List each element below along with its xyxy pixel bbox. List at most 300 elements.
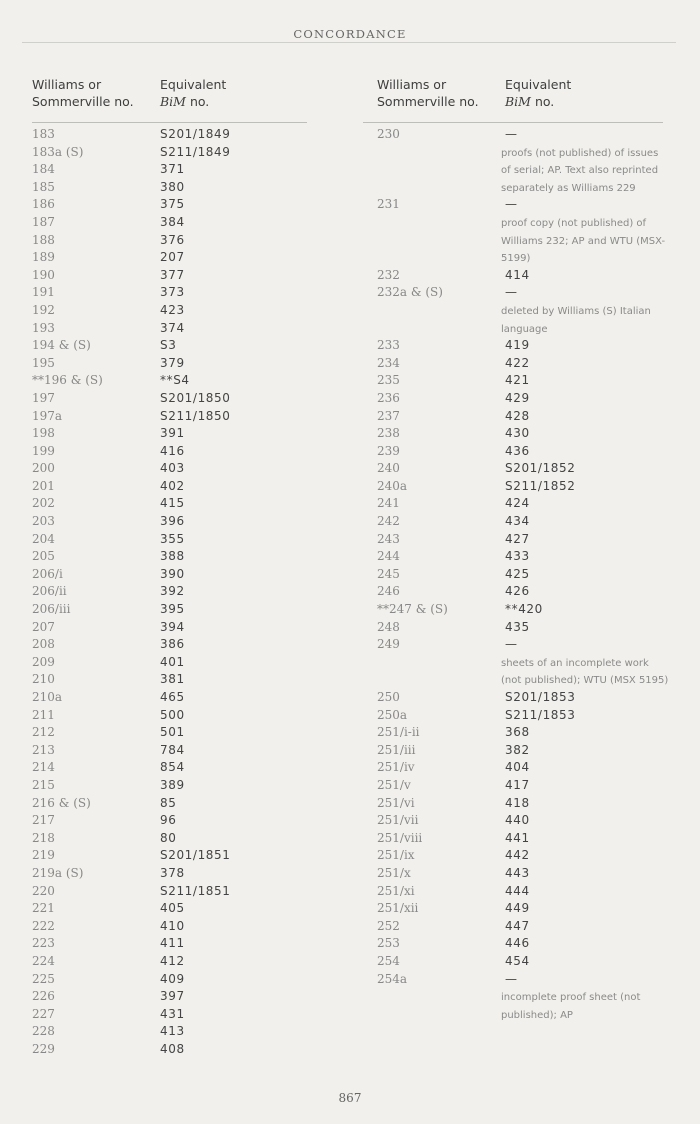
bim-no: S201/1853 bbox=[505, 690, 576, 704]
header-italic: BiM bbox=[160, 94, 186, 109]
concordance-row bbox=[377, 884, 677, 902]
williams-no: 220 bbox=[32, 883, 55, 898]
williams-no: 228 bbox=[32, 1024, 55, 1039]
bim-no: 440 bbox=[505, 813, 530, 828]
concordance-row bbox=[32, 426, 332, 444]
williams-no: 219 bbox=[32, 848, 55, 863]
right-entries bbox=[377, 127, 677, 1024]
concordance-row bbox=[32, 602, 332, 620]
bim-no: 96 bbox=[160, 813, 177, 828]
williams-no: 238 bbox=[377, 426, 400, 441]
bim-no-header bbox=[505, 76, 675, 110]
bim-no: 421 bbox=[505, 373, 530, 388]
concordance-row bbox=[32, 391, 332, 409]
bim-no: 428 bbox=[505, 408, 530, 423]
bim-no: **S4 bbox=[160, 373, 190, 388]
concordance-row bbox=[32, 954, 332, 972]
concordance-row bbox=[377, 848, 677, 866]
bim-no: 409 bbox=[160, 971, 185, 986]
bim-no: S201/1850 bbox=[160, 390, 231, 405]
williams-no: 209 bbox=[32, 654, 55, 669]
bim-no: 380 bbox=[160, 179, 185, 194]
concordance-row bbox=[32, 549, 332, 567]
bim-no: — bbox=[505, 285, 518, 300]
williams-no: 245 bbox=[377, 566, 400, 581]
concordance-row bbox=[32, 145, 332, 163]
williams-no: 221 bbox=[32, 901, 55, 916]
bim-no: 80 bbox=[160, 830, 177, 845]
bim-no: 465 bbox=[160, 690, 185, 704]
williams-no: 198 bbox=[32, 426, 55, 441]
concordance-row bbox=[32, 444, 332, 462]
concordance-row bbox=[377, 356, 677, 374]
bim-no: 379 bbox=[160, 355, 185, 370]
bim-no: 355 bbox=[160, 531, 185, 546]
williams-no: 225 bbox=[32, 971, 55, 986]
bim-no: 374 bbox=[160, 320, 185, 335]
concordance-row bbox=[377, 461, 677, 479]
bim-no: 434 bbox=[505, 514, 530, 529]
williams-no: 241 bbox=[377, 496, 400, 511]
concordance-row bbox=[32, 461, 332, 479]
williams-no: 197 bbox=[32, 390, 55, 405]
concordance-row bbox=[377, 620, 677, 638]
concordance-row bbox=[32, 584, 332, 602]
williams-no: 254 bbox=[377, 953, 400, 968]
bim-no: 85 bbox=[160, 795, 177, 810]
williams-no: 243 bbox=[377, 531, 400, 546]
bim-no: S201/1852 bbox=[505, 461, 576, 476]
williams-no: 251/ix bbox=[377, 848, 415, 863]
bim-no-header bbox=[160, 76, 330, 110]
header-rule bbox=[22, 42, 676, 43]
page-number: 867 bbox=[338, 1091, 362, 1105]
bim-no: 431 bbox=[160, 1006, 185, 1021]
concordance-row bbox=[377, 725, 677, 743]
williams-no: 254a bbox=[377, 971, 408, 986]
concordance-row bbox=[377, 479, 677, 497]
bim-no: **420 bbox=[505, 602, 543, 617]
williams-no: 206/ii bbox=[32, 584, 67, 599]
bim-no: 386 bbox=[160, 637, 185, 652]
concordance-row bbox=[32, 532, 332, 550]
williams-no: 218 bbox=[32, 830, 55, 845]
concordance-row bbox=[377, 708, 677, 726]
bim-no: 397 bbox=[160, 989, 185, 1004]
williams-no: 253 bbox=[377, 936, 400, 951]
bim-no: 381 bbox=[160, 672, 185, 687]
concordance-row bbox=[377, 954, 677, 972]
bim-no: 447 bbox=[505, 918, 530, 933]
concordance-row bbox=[32, 813, 332, 831]
williams-no: 185 bbox=[32, 179, 55, 194]
concordance-row bbox=[377, 444, 677, 462]
header-italic: BiM bbox=[505, 94, 531, 109]
concordance-row bbox=[377, 285, 677, 303]
concordance-row bbox=[32, 866, 332, 884]
williams-no: 206/i bbox=[32, 566, 63, 581]
bim-no: 435 bbox=[505, 619, 530, 634]
left-entries bbox=[32, 127, 332, 1059]
bim-no: S211/1853 bbox=[505, 707, 576, 722]
bim-no: 441 bbox=[505, 830, 530, 845]
williams-no: 203 bbox=[32, 514, 55, 529]
williams-no: 201 bbox=[32, 478, 55, 493]
williams-no: 188 bbox=[32, 232, 55, 247]
concordance-row bbox=[377, 391, 677, 409]
bim-no: 377 bbox=[160, 267, 185, 282]
concordance-row bbox=[377, 690, 677, 708]
williams-no: 205 bbox=[32, 549, 55, 564]
williams-no: 211 bbox=[32, 707, 55, 722]
header-rest: no. bbox=[530, 94, 555, 109]
bim-no: 422 bbox=[505, 355, 530, 370]
williams-no: 189 bbox=[32, 250, 55, 265]
williams-no: 251/v bbox=[377, 777, 411, 792]
williams-no: 240 bbox=[377, 461, 400, 476]
concordance-row bbox=[377, 760, 677, 778]
williams-no: 199 bbox=[32, 443, 55, 458]
williams-no: 251/xi bbox=[377, 883, 415, 898]
concordance-row bbox=[32, 796, 332, 814]
williams-no: 251/i-ii bbox=[377, 725, 420, 740]
concordance-row bbox=[377, 602, 677, 620]
concordance-row bbox=[32, 162, 332, 180]
williams-no: 224 bbox=[32, 953, 55, 968]
bim-no: 388 bbox=[160, 549, 185, 564]
williams-no: 195 bbox=[32, 355, 55, 370]
concordance-row bbox=[32, 514, 332, 532]
bim-no: 436 bbox=[505, 443, 530, 458]
bim-no: 442 bbox=[505, 848, 530, 863]
concordance-row bbox=[377, 743, 677, 761]
concordance-row bbox=[32, 1042, 332, 1060]
williams-no: 232a & (S) bbox=[377, 285, 443, 300]
williams-no: 186 bbox=[32, 197, 55, 212]
williams-no: 250a bbox=[377, 707, 408, 722]
williams-no: 194 & (S) bbox=[32, 338, 91, 353]
bim-no: 402 bbox=[160, 478, 185, 493]
williams-no: 183a (S) bbox=[32, 144, 84, 159]
concordance-row bbox=[32, 268, 332, 286]
williams-no: 223 bbox=[32, 936, 55, 951]
concordance-row bbox=[32, 848, 332, 866]
bim-no: 378 bbox=[160, 865, 185, 880]
williams-no: 251/vii bbox=[377, 813, 419, 828]
bim-no: 389 bbox=[160, 777, 185, 792]
bim-no: 394 bbox=[160, 619, 185, 634]
bim-no: 429 bbox=[505, 390, 530, 405]
header-line: Williams or bbox=[32, 77, 102, 92]
concordance-row bbox=[377, 637, 677, 655]
bim-no: 444 bbox=[505, 883, 530, 898]
concordance-row bbox=[32, 409, 332, 427]
bim-no: S3 bbox=[160, 338, 177, 353]
concordance-row bbox=[377, 532, 677, 550]
williams-no: 251/vi bbox=[377, 795, 415, 810]
concordance-row bbox=[377, 426, 677, 444]
header-line: Equivalent bbox=[505, 77, 572, 92]
header-line: Equivalent bbox=[160, 77, 227, 92]
williams-no: 251/viii bbox=[377, 830, 423, 845]
header-rest: no. bbox=[185, 94, 210, 109]
williams-no: 246 bbox=[377, 584, 400, 599]
concordance-row bbox=[32, 496, 332, 514]
williams-no: 249 bbox=[377, 637, 400, 652]
concordance-row bbox=[32, 250, 332, 268]
bim-no: 382 bbox=[505, 742, 530, 757]
concordance-row bbox=[32, 180, 332, 198]
williams-no: 226 bbox=[32, 989, 55, 1004]
concordance-row bbox=[32, 285, 332, 303]
williams-no: 251/x bbox=[377, 865, 411, 880]
williams-no: 233 bbox=[377, 338, 400, 353]
concordance-row bbox=[32, 725, 332, 743]
concordance-row bbox=[377, 567, 677, 585]
bim-no: 425 bbox=[505, 566, 530, 581]
concordance-row bbox=[377, 778, 677, 796]
williams-no: 230 bbox=[377, 127, 400, 141]
bim-no: 373 bbox=[160, 285, 185, 300]
header-line bbox=[505, 93, 675, 110]
bim-no: 408 bbox=[160, 1041, 185, 1056]
williams-no: 207 bbox=[32, 619, 55, 634]
bim-no: S201/1849 bbox=[160, 127, 231, 141]
williams-no: **196 & (S) bbox=[32, 373, 103, 388]
williams-no: 190 bbox=[32, 267, 55, 282]
bim-no: 396 bbox=[160, 514, 185, 529]
williams-no: 206/iii bbox=[32, 602, 71, 617]
bim-no: 404 bbox=[505, 760, 530, 775]
concordance-row bbox=[377, 796, 677, 814]
williams-no: 236 bbox=[377, 390, 400, 405]
williams-no: 227 bbox=[32, 1006, 55, 1021]
williams-no: 208 bbox=[32, 637, 55, 652]
concordance-row bbox=[377, 972, 677, 990]
bim-no: — bbox=[505, 971, 518, 986]
williams-no: 239 bbox=[377, 443, 400, 458]
williams-no: 200 bbox=[32, 461, 55, 476]
bim-no: 410 bbox=[160, 918, 185, 933]
bim-no: 443 bbox=[505, 865, 530, 880]
concordance-row bbox=[32, 479, 332, 497]
williams-no: 250 bbox=[377, 690, 400, 704]
header-line bbox=[160, 93, 330, 110]
bim-no: 395 bbox=[160, 602, 185, 617]
bim-no: — bbox=[505, 637, 518, 652]
concordance-row bbox=[32, 972, 332, 990]
concordance-row bbox=[32, 901, 332, 919]
williams-no: 202 bbox=[32, 496, 55, 511]
concordance-row bbox=[377, 409, 677, 427]
bim-no: 405 bbox=[160, 901, 185, 916]
bim-no: 433 bbox=[505, 549, 530, 564]
bim-no: 784 bbox=[160, 742, 185, 757]
concordance-row bbox=[32, 233, 332, 251]
bim-no: 446 bbox=[505, 936, 530, 951]
williams-no: 213 bbox=[32, 742, 55, 757]
concordance-row bbox=[32, 197, 332, 215]
williams-no: 219a (S) bbox=[32, 865, 84, 880]
concordance-row bbox=[32, 1007, 332, 1025]
williams-no: 183 bbox=[32, 127, 55, 141]
header-line: Sommerville no. bbox=[32, 94, 134, 109]
williams-no: 191 bbox=[32, 285, 55, 300]
concordance-row bbox=[32, 321, 332, 339]
bim-no: 427 bbox=[505, 531, 530, 546]
bim-no: 418 bbox=[505, 795, 530, 810]
williams-no: 222 bbox=[32, 918, 55, 933]
williams-no: 242 bbox=[377, 514, 400, 529]
concordance-row bbox=[32, 743, 332, 761]
column-rule bbox=[363, 122, 663, 123]
bim-no: 449 bbox=[505, 901, 530, 916]
concordance-row bbox=[377, 936, 677, 954]
williams-no: 215 bbox=[32, 777, 55, 792]
concordance-row bbox=[377, 496, 677, 514]
concordance-row bbox=[377, 514, 677, 532]
concordance-row bbox=[32, 303, 332, 321]
concordance-row bbox=[32, 1024, 332, 1042]
bim-no: S211/1852 bbox=[505, 478, 576, 493]
bim-no: 419 bbox=[505, 338, 530, 353]
bim-no: 412 bbox=[160, 953, 185, 968]
williams-no: 240a bbox=[377, 478, 408, 493]
concordance-row bbox=[32, 373, 332, 391]
williams-no: 197a bbox=[32, 408, 63, 423]
running-head: CONCORDANCE bbox=[293, 27, 407, 41]
williams-no: 251/iv bbox=[377, 760, 415, 775]
concordance-row bbox=[32, 690, 332, 708]
concordance-row bbox=[377, 549, 677, 567]
bim-no: 424 bbox=[505, 496, 530, 511]
williams-no: 251/xii bbox=[377, 901, 419, 916]
header-line: Sommerville no. bbox=[377, 94, 479, 109]
bim-no: 411 bbox=[160, 936, 185, 951]
bim-no: 415 bbox=[160, 496, 185, 511]
williams-no: 204 bbox=[32, 531, 55, 546]
bim-no: 416 bbox=[160, 443, 185, 458]
williams-no: 216 & (S) bbox=[32, 795, 91, 810]
concordance-row bbox=[32, 356, 332, 374]
concordance-row bbox=[32, 672, 332, 690]
concordance-row bbox=[377, 831, 677, 849]
williams-no: 193 bbox=[32, 320, 55, 335]
williams-no: 187 bbox=[32, 214, 55, 229]
concordance-row bbox=[32, 655, 332, 673]
bim-no: 454 bbox=[505, 953, 530, 968]
entry-note: proof copy (not published) of Williams 232; AP and WTU (MSX-5199) bbox=[501, 217, 666, 265]
entry-note: deleted by Williams (S) Italian language bbox=[501, 305, 651, 335]
bim-no: S211/1849 bbox=[160, 144, 231, 159]
bim-no: 401 bbox=[160, 654, 185, 669]
bim-no: 392 bbox=[160, 584, 185, 599]
williams-no: 237 bbox=[377, 408, 400, 423]
bim-no: 371 bbox=[160, 162, 185, 177]
williams-no-header bbox=[32, 76, 157, 110]
bim-no: 390 bbox=[160, 566, 185, 581]
williams-no: 212 bbox=[32, 725, 55, 740]
bim-no: — bbox=[505, 127, 518, 141]
williams-no: 184 bbox=[32, 162, 55, 177]
bim-no: 403 bbox=[160, 461, 185, 476]
concordance-row bbox=[32, 778, 332, 796]
column-rule bbox=[32, 122, 307, 123]
concordance-row bbox=[32, 338, 332, 356]
bim-no: 430 bbox=[505, 426, 530, 441]
bim-no: 384 bbox=[160, 214, 185, 229]
williams-no: 252 bbox=[377, 918, 400, 933]
bim-no: 375 bbox=[160, 197, 185, 212]
bim-no: 501 bbox=[160, 725, 185, 740]
williams-no: 244 bbox=[377, 549, 400, 564]
bim-no: 391 bbox=[160, 426, 185, 441]
williams-no: 214 bbox=[32, 760, 55, 775]
concordance-row bbox=[32, 760, 332, 778]
williams-no: 210 bbox=[32, 672, 55, 687]
entry-note: proofs (not published) of issues of serial; AP. Text also reprinted separately as Williams 229 bbox=[501, 147, 659, 194]
williams-no: 235 bbox=[377, 373, 400, 388]
concordance-row bbox=[32, 884, 332, 902]
concordance-row bbox=[32, 989, 332, 1007]
concordance-row bbox=[377, 919, 677, 937]
concordance-row bbox=[32, 637, 332, 655]
concordance-row bbox=[377, 813, 677, 831]
entry-note: sheets of an incomplete work (not published); WTU (MSX 5195) bbox=[501, 657, 669, 687]
williams-no-header bbox=[377, 76, 502, 110]
bim-no: 413 bbox=[160, 1024, 185, 1039]
williams-no: **247 & (S) bbox=[377, 602, 448, 617]
concordance-row bbox=[377, 197, 677, 215]
williams-no: 248 bbox=[377, 619, 400, 634]
concordance-row bbox=[32, 919, 332, 937]
bim-no: 376 bbox=[160, 232, 185, 247]
concordance-row bbox=[377, 901, 677, 919]
concordance-row bbox=[32, 620, 332, 638]
bim-no: S211/1851 bbox=[160, 883, 231, 898]
williams-no: 232 bbox=[377, 267, 400, 282]
williams-no: 217 bbox=[32, 813, 55, 828]
williams-no: 251/iii bbox=[377, 742, 416, 757]
bim-no: 500 bbox=[160, 707, 185, 722]
concordance-row bbox=[377, 866, 677, 884]
williams-no: 192 bbox=[32, 302, 55, 317]
bim-no: S211/1850 bbox=[160, 408, 231, 423]
concordance-row bbox=[377, 373, 677, 391]
concordance-row bbox=[32, 936, 332, 954]
header-line: Williams or bbox=[377, 77, 447, 92]
concordance-row bbox=[32, 567, 332, 585]
bim-no: — bbox=[505, 197, 518, 212]
concordance-row bbox=[32, 831, 332, 849]
concordance-row bbox=[32, 708, 332, 726]
bim-no: 414 bbox=[505, 267, 530, 282]
concordance-row bbox=[377, 127, 677, 145]
entry-note: incomplete proof sheet (not published); AP bbox=[501, 992, 641, 1021]
bim-no: 426 bbox=[505, 584, 530, 599]
concordance-row bbox=[32, 215, 332, 233]
williams-no: 234 bbox=[377, 355, 400, 370]
concordance-row bbox=[377, 268, 677, 286]
williams-no: 231 bbox=[377, 197, 400, 212]
concordance-row bbox=[32, 127, 332, 145]
bim-no: 368 bbox=[505, 725, 530, 740]
concordance-row bbox=[377, 338, 677, 356]
bim-no: S201/1851 bbox=[160, 848, 231, 863]
bim-no: 417 bbox=[505, 777, 530, 792]
bim-no: 854 bbox=[160, 760, 185, 775]
bim-no: 423 bbox=[160, 302, 185, 317]
